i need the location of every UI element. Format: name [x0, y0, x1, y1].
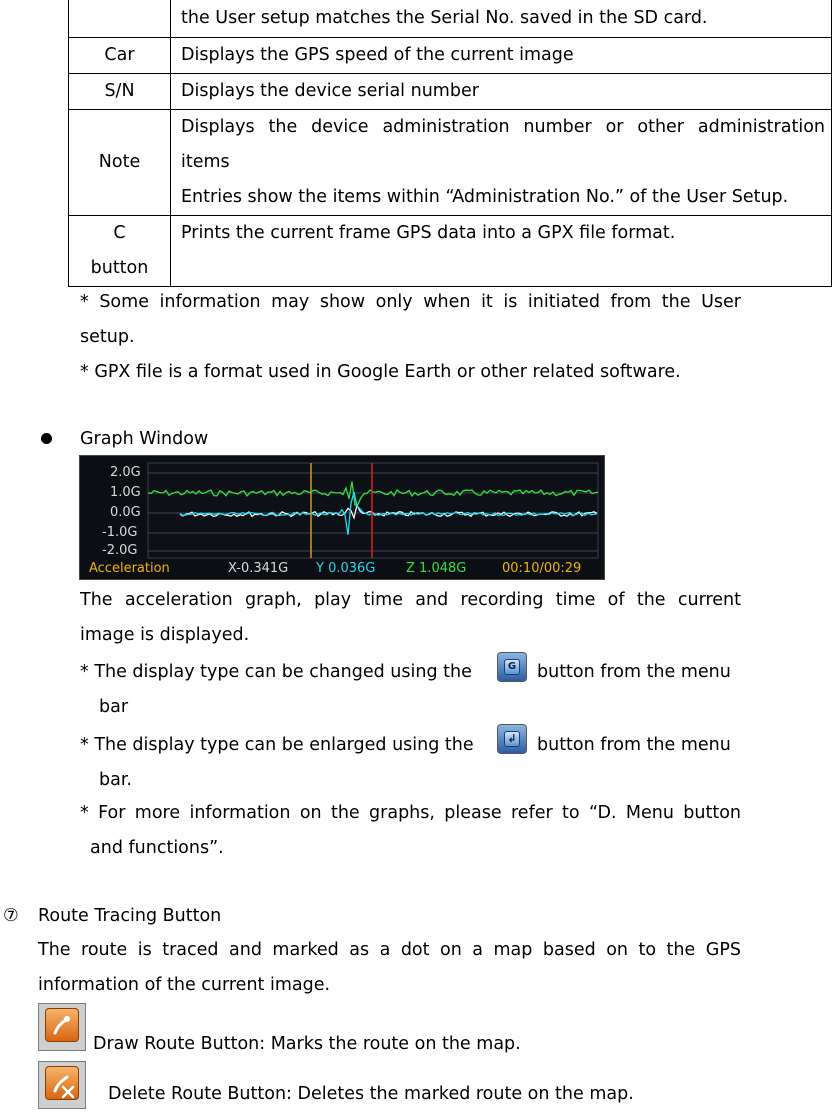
route-desc-line: information of the current image. — [38, 975, 331, 995]
delete-route-icon — [38, 1061, 86, 1109]
graph-note-line: * The display type can be enlarged using the — [80, 735, 474, 755]
table-value: Displays the device serial number — [171, 73, 832, 109]
graph-note-line: * The display type can be changed using the — [80, 662, 472, 682]
table-row — [69, 215, 832, 286]
table-key: Note — [69, 109, 171, 215]
graph-note-line: * For more information on the graphs, please refer to “D. Menu button — [80, 803, 741, 823]
draw-route-label: Draw Route Button: Marks the route on the map. — [93, 1034, 521, 1054]
section-number: ⑦ — [3, 906, 19, 926]
table-value-line: items — [181, 151, 230, 172]
graph-desc-line: image is displayed. — [80, 625, 250, 645]
note-line: * Some information may show only when it is initiated from the User — [80, 292, 741, 312]
table-value-line: Entries show the items within “Administration No.” of the User Setup. — [181, 186, 789, 207]
graph-type-icon-glyph: G — [504, 659, 520, 675]
graph-note-line: bar — [99, 697, 129, 717]
table-key: S/N — [69, 73, 171, 109]
table-key — [69, 0, 171, 37]
table-value: Displays the GPS speed of the current image — [171, 37, 832, 73]
table-value-line: Displays the device administration number or other administration — [181, 116, 825, 137]
y-value: Y 0.036G — [316, 561, 376, 576]
table-value — [171, 109, 832, 215]
y-tick-label: 0.0G — [110, 505, 141, 520]
route-desc-line: The route is traced and marked as a dot on a map based on to the GPS — [38, 940, 741, 960]
table-row — [69, 109, 832, 215]
table-key: Car — [69, 37, 171, 73]
bullet-dot — [41, 433, 52, 444]
enlarge-icon: ↲ — [497, 724, 527, 754]
info-table — [68, 0, 832, 287]
graph-desc-line: The acceleration graph, play time and recording time of the current — [80, 590, 741, 610]
table-value: the User setup matches the Serial No. saved in the SD card. — [171, 0, 832, 37]
graph-type-icon — [497, 652, 527, 682]
x-value: X-0.341G — [228, 561, 289, 576]
table-value: Prints the current frame GPS data into a GPX file format. — [171, 215, 832, 286]
table-row — [69, 73, 832, 109]
y-tick-label: -1.0G — [102, 525, 138, 540]
z-value: Z 1.048G — [406, 561, 467, 576]
acceleration-graph — [79, 455, 605, 580]
graph-note-line: and functions”. — [90, 838, 224, 858]
time-readout: 00:10/00:29 — [502, 561, 582, 576]
table-key-line: C — [113, 222, 126, 243]
note-line: * GPX file is a format used in Google Earth or other related software. — [80, 362, 681, 382]
table-key — [69, 215, 171, 286]
graph-note-line: button from the menu — [537, 735, 731, 755]
table-row — [69, 0, 832, 37]
graph-note-line: button from the menu — [537, 662, 731, 682]
graph-window-heading: Graph Window — [80, 429, 209, 449]
acceleration-label: Acceleration — [89, 561, 170, 576]
y-tick-label: -2.0G — [102, 543, 138, 558]
note-line: setup. — [80, 327, 135, 347]
y-tick-label: 1.0G — [110, 485, 141, 500]
graph-note-line: bar. — [99, 770, 132, 790]
delete-route-label: Delete Route Button: Deletes the marked route on the map. — [108, 1084, 634, 1104]
route-tracing-heading: Route Tracing Button — [38, 906, 222, 926]
draw-route-icon — [38, 1003, 86, 1051]
y-tick-label: 2.0G — [110, 465, 141, 480]
table-row — [69, 37, 832, 73]
table-key-line: button — [90, 257, 149, 278]
